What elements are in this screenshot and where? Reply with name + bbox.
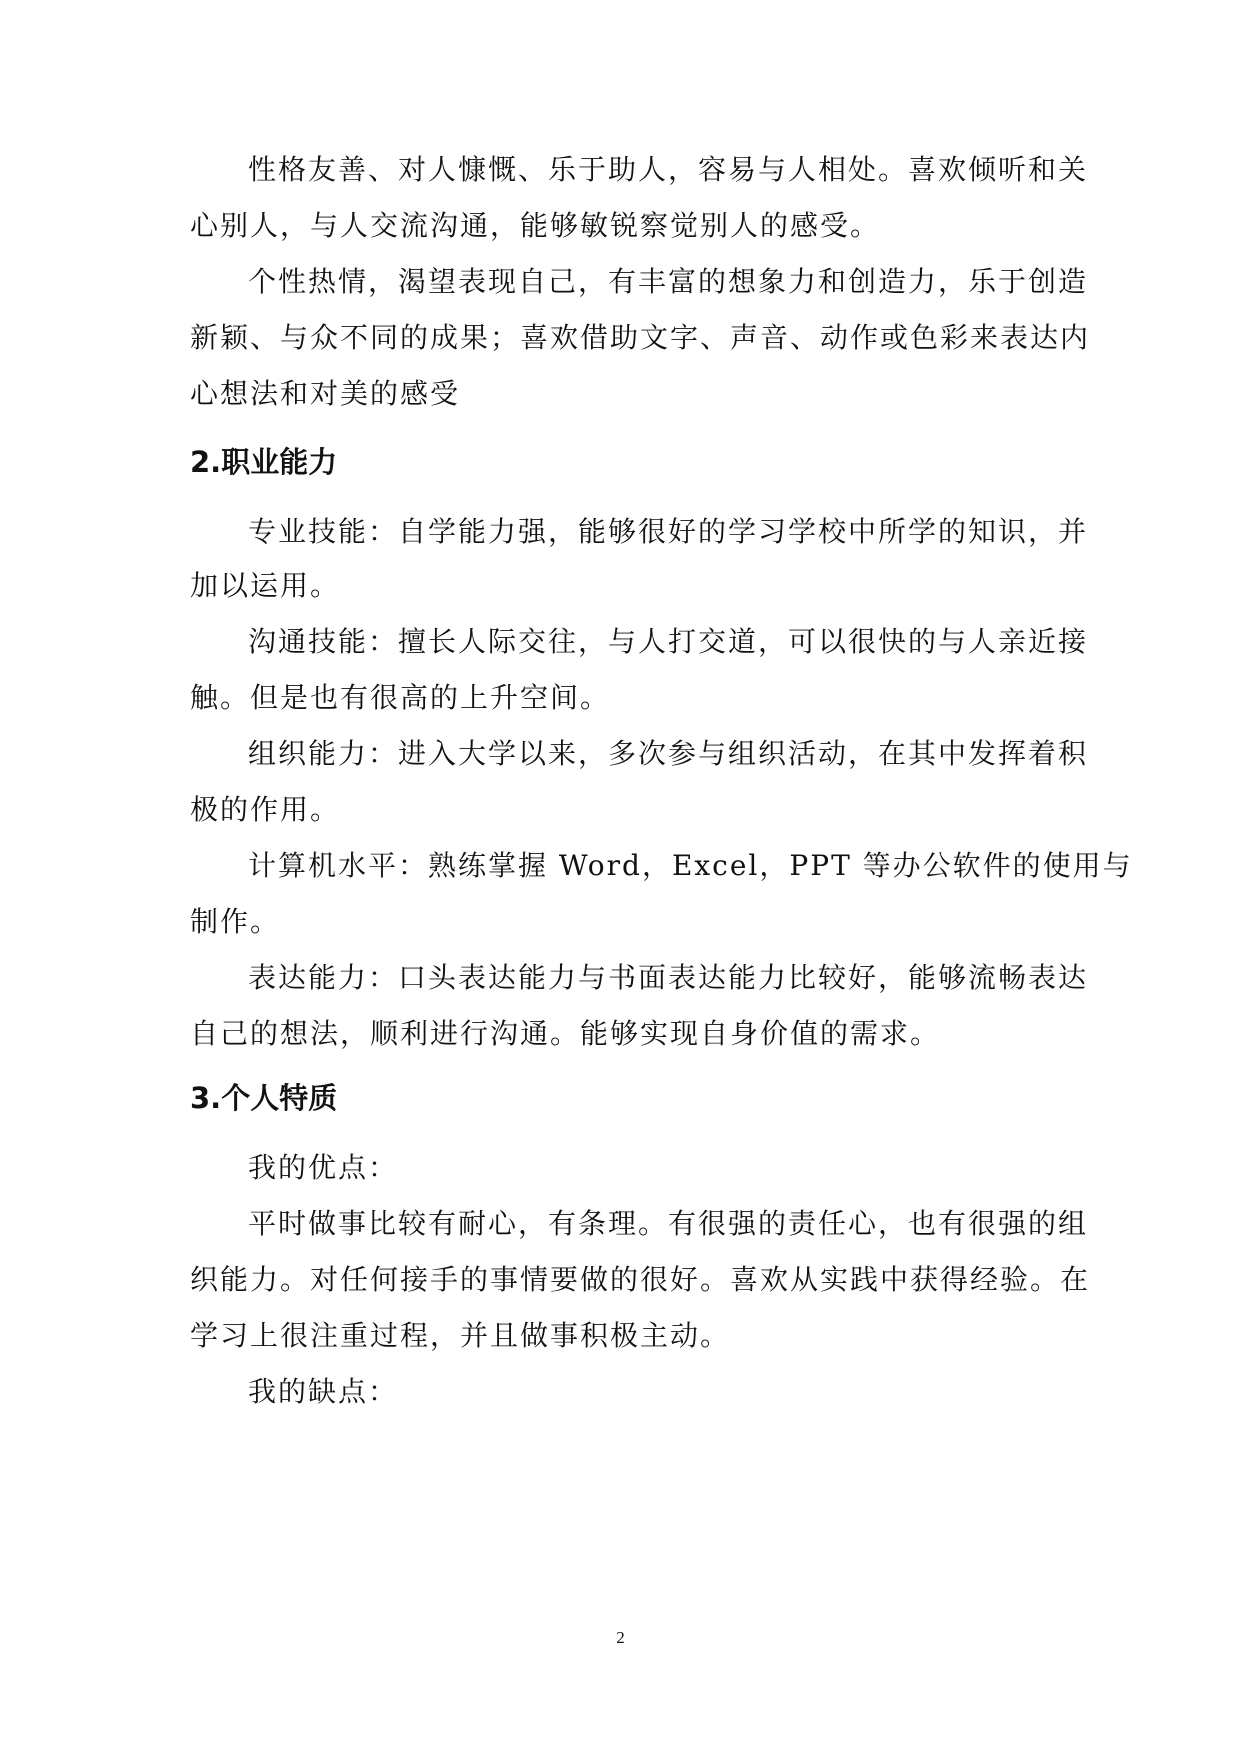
paragraph-personality-line-1: 性格友善、对人慷慨、乐于助人，容易与人相处。喜欢倾听和关 (248, 153, 1089, 186)
paragraph-creativity-line-3: 心想法和对美的感受 (190, 377, 461, 410)
weaknesses-label: 我的缺点： (248, 1375, 399, 1408)
skill-professional-line-2: 加以运用。 (190, 569, 341, 602)
strengths-line-2: 织能力。对任何接手的事情要做的很好。喜欢从实践中获得经验。在 (190, 1263, 1091, 1296)
paragraph-personality-line-2: 心别人，与人交流沟通，能够敏锐察觉别人的感受。 (190, 209, 881, 242)
strengths-label: 我的优点： (248, 1151, 399, 1184)
skill-communication-line-1: 沟通技能：擅长人际交往，与人打交道，可以很快的与人亲近接 (248, 625, 1089, 658)
skill-communication-line-2: 触。但是也有很高的上升空间。 (190, 681, 611, 714)
paragraph-creativity-line-1: 个性热情，渴望表现自己，有丰富的想象力和创造力，乐于创造 (248, 265, 1089, 298)
section-heading-career-ability: 2.职业能力 (190, 445, 338, 479)
skill-expression-line-1: 表达能力：口头表达能力与书面表达能力比较好，能够流畅表达 (248, 961, 1089, 994)
strengths-line-1: 平时做事比较有耐心，有条理。有很强的责任心，也有很强的组 (248, 1207, 1089, 1240)
strengths-line-3: 学习上很注重过程，并且做事积极主动。 (190, 1319, 731, 1352)
skill-computer-line-1: 计算机水平：熟练掌握 Word，Excel，PPT 等办公软件的使用与 (248, 849, 1133, 882)
skill-expression-line-2: 自己的想法，顺利进行沟通。能够实现自身价值的需求。 (190, 1017, 941, 1050)
skill-organization-line-2: 极的作用。 (190, 793, 341, 826)
paragraph-creativity-line-2: 新颖、与众不同的成果；喜欢借助文字、声音、动作或色彩来表达内 (190, 321, 1091, 354)
skill-computer-line-2: 制作。 (190, 905, 281, 938)
section-heading-personal-traits: 3.个人特质 (190, 1081, 338, 1115)
skill-professional-line-1: 专业技能：自学能力强，能够很好的学习学校中所学的知识，并 (248, 515, 1089, 548)
skill-organization-line-1: 组织能力：进入大学以来，多次参与组织活动，在其中发挥着积 (248, 737, 1089, 770)
page-number: 2 (616, 1628, 625, 1647)
